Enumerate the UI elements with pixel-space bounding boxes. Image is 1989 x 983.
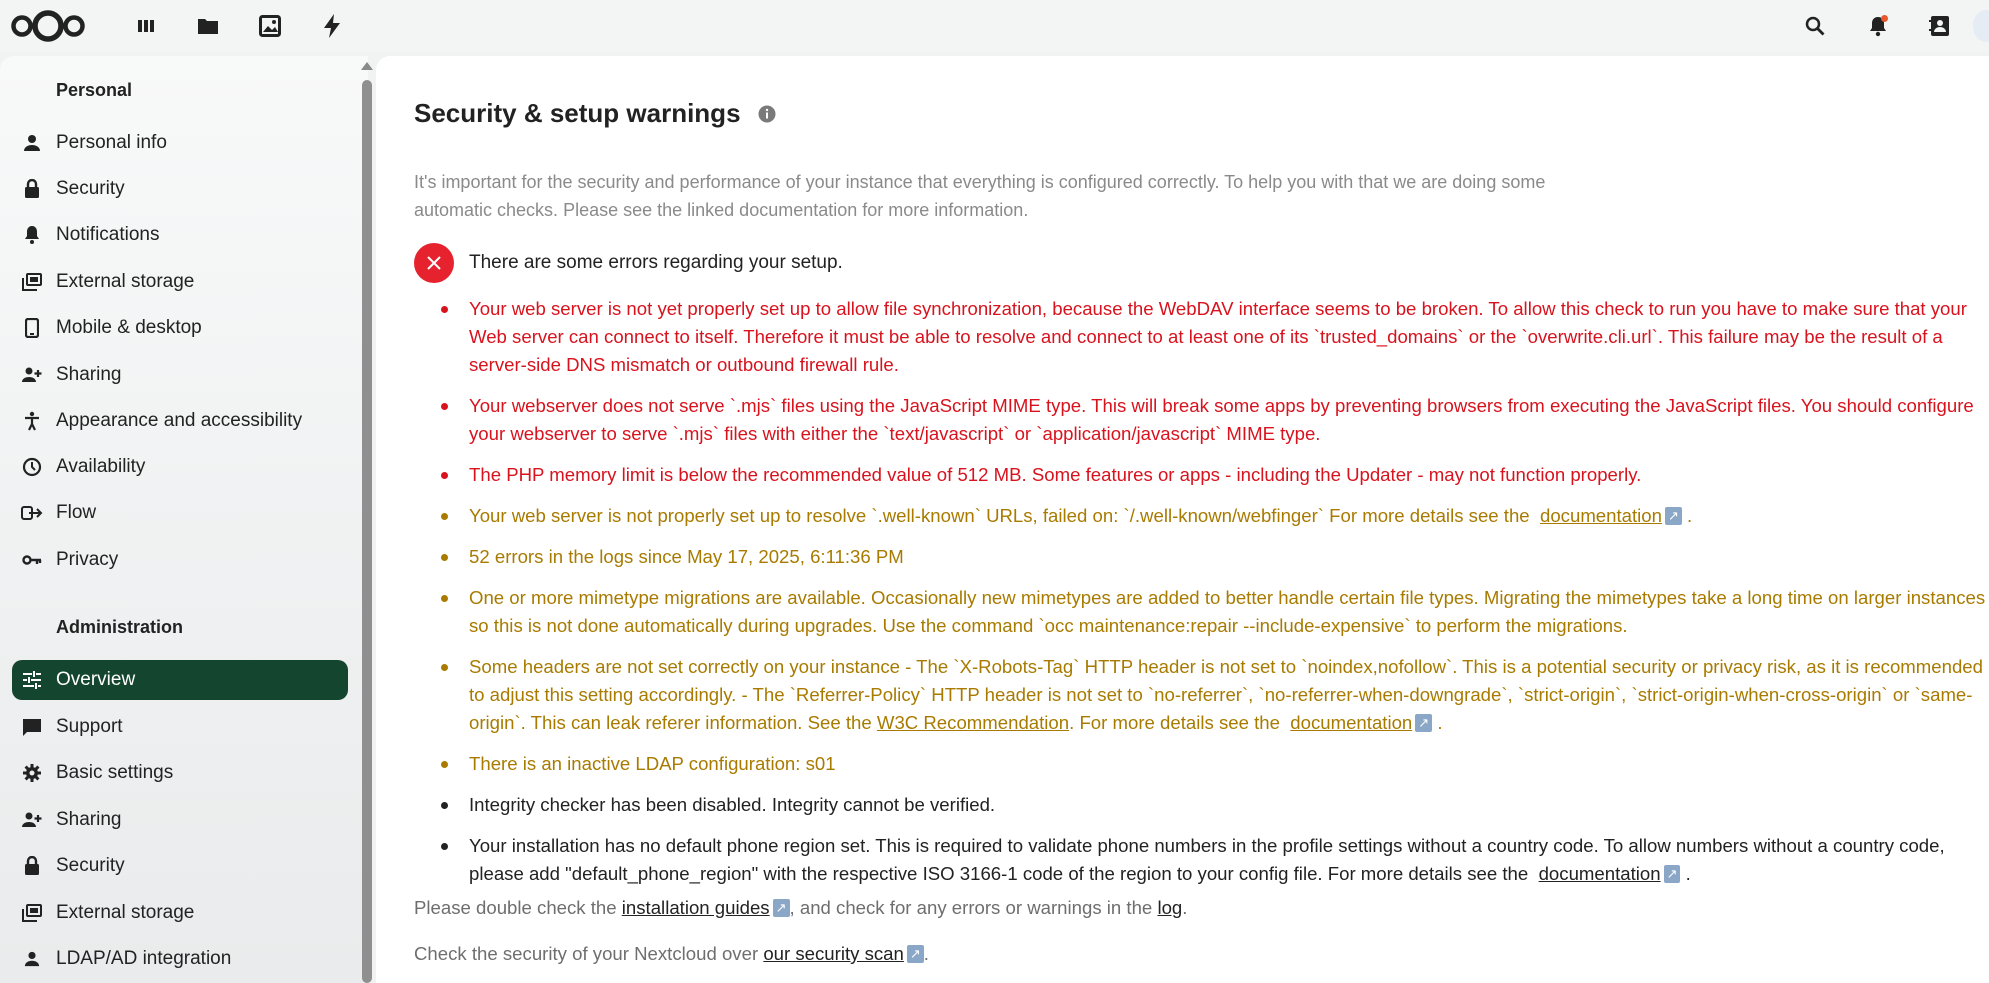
- phone-icon: [20, 316, 44, 340]
- check-item-error: Your web server is not yet properly set up to allow file synchronization, because the WebDAV interface seems to be broken. To allow this check to run you have to make sure that your Web server can connect to itself. Therefore it must be able to resolve and connect to at least one of its `trusted_domains` or the `overwrite.cli.url`. This failure may be the result of a server-side DNS mismatch or outbound firewall rule.: [438, 295, 1989, 379]
- sidebar-item-appearance[interactable]: [12, 401, 348, 441]
- setup-checks-list: [438, 295, 1989, 901]
- sidebar-item-label: Sharing: [56, 809, 122, 830]
- search-icon[interactable]: [1801, 12, 1829, 40]
- sidebar-item-label: External storage: [56, 271, 195, 292]
- w3c-recommendation-link[interactable]: W3C Recommendation: [876, 712, 1070, 733]
- scroll-up-arrow[interactable]: [361, 62, 373, 70]
- check-item-warning: Some headers are not set correctly on your instance - The `X-Robots-Tag` HTTP header is not set to `noindex,nofollow`. This is a potential security or privacy risk, as it is recommended to adjust this setting accordingly. - The `Referrer-Policy` HTTP header is not set to `no-referrer`, `no-referrer-when-downgrade`, `strict-origin`, `strict-origin-when-cross-origin` or `same-origin`. This can leak referer information. See the W3C Recommendation. For more details see the documentation ↗ .: [438, 653, 1989, 737]
- sidebar-item-admin-sharing[interactable]: [12, 800, 348, 840]
- sidebar-item-label: Availability: [56, 456, 146, 477]
- installation-guides-note: Please double check the installation guides ↗ , and check for any errors or warnings in the log.: [414, 897, 1188, 918]
- documentation-link[interactable]: documentation: [1290, 712, 1413, 733]
- main-content: [376, 56, 1989, 983]
- share-icon: [20, 363, 44, 387]
- external-storage-icon: [20, 901, 44, 925]
- footer-text: Check the security of your Nextcloud over: [414, 943, 759, 964]
- tune-icon: [20, 668, 44, 692]
- external-link-icon: ↗: [773, 899, 790, 917]
- documentation-link[interactable]: documentation: [1538, 863, 1661, 884]
- check-item-warning: 52 errors in the logs since May 17, 2025, 6:11:36 PM: [438, 543, 1989, 571]
- sidebar-item-overview[interactable]: [12, 660, 348, 700]
- external-link-icon: ↗: [1665, 507, 1682, 525]
- sidebar-item-mobile-desktop[interactable]: [12, 308, 348, 348]
- log-link[interactable]: log: [1157, 897, 1183, 918]
- files-icon[interactable]: [194, 12, 222, 40]
- notification-dot: [1881, 15, 1888, 22]
- sidebar-item-availability[interactable]: [12, 447, 348, 487]
- sidebar-item-security[interactable]: [12, 169, 348, 209]
- sidebar-item-label: LDAP/AD integration: [56, 948, 232, 969]
- share-icon: [20, 808, 44, 832]
- check-item-info: Your installation has no default phone region set. This is required to validate phone numbers in the profile settings without a country code. To allow numbers without a country code, please add "default_phone_region" with the respective ISO 3166-1 code of the region to your config file. For more details see the documentation ↗ .: [438, 832, 1989, 888]
- settings-sidebar: [0, 56, 368, 983]
- sidebar-item-privacy[interactable]: [12, 540, 348, 580]
- sidebar-item-external-storage[interactable]: [12, 262, 348, 302]
- external-link-icon: ↗: [1664, 865, 1681, 883]
- sidebar-item-label: External storage: [56, 902, 195, 923]
- sidebar-item-label: Flow: [56, 502, 97, 523]
- sidebar-item-admin-external-storage[interactable]: [12, 893, 348, 933]
- footer-text: Please double check the: [414, 897, 617, 918]
- error-icon: [414, 243, 454, 283]
- external-link-icon: ↗: [1415, 714, 1432, 732]
- security-scan-note: Check the security of your Nextcloud over our security scan ↗ .: [414, 943, 929, 964]
- accessibility-icon: [20, 409, 44, 433]
- page-title: Security & setup warnings: [414, 98, 741, 128]
- page-description: It's important for the security and performance of your instance that everything is configured correctly. To help you with that we are doing some automatic checks. Please see the linked documentation for more information.: [414, 172, 1546, 220]
- sidebar-item-notifications[interactable]: [12, 215, 348, 255]
- section-title-personal: Personal: [56, 80, 133, 100]
- notifications-icon[interactable]: [1864, 12, 1892, 40]
- external-link-icon: ↗: [907, 945, 924, 963]
- sidebar-item-flow[interactable]: [12, 493, 348, 533]
- lock-icon: [20, 854, 44, 878]
- documentation-link[interactable]: documentation: [1540, 505, 1662, 526]
- sidebar-item-label: Basic settings: [56, 762, 174, 783]
- info-icon[interactable]: [758, 105, 776, 123]
- check-item-warning: Your web server is not properly set up to resolve `.well-known` URLs, failed on: `/.well-known/webfinger` For more details see the documentation ↗ .: [438, 502, 1989, 530]
- sidebar-item-personal-info[interactable]: [12, 123, 348, 163]
- check-item-warning: One or more mimetype migrations are available. Occasionally new mimetypes are added to better handle certain file types. Migrating the mimetypes take a long time on larger instances so this is not done automatically during upgrades. Use the command `occ maintenance:repair --include-expensive` to perform the migrations.: [438, 584, 1989, 640]
- flow-icon: [20, 501, 44, 525]
- sidebar-item-label: Overview: [56, 669, 136, 690]
- top-header: [0, 0, 1989, 52]
- error-heading: There are some errors regarding your setup.: [469, 252, 843, 273]
- check-item-error: Your webserver does not serve `.mjs` files using the JavaScript MIME type. This will break some apps by preventing browsers from executing the JavaScript files. You should configure your webserver to serve `.mjs` files with either the `text/javascript` or `application/javascript` MIME type.: [438, 392, 1989, 448]
- dashboard-icon[interactable]: [132, 12, 160, 40]
- external-storage-icon: [20, 270, 44, 294]
- chat-icon: [20, 715, 44, 739]
- sidebar-scrollbar[interactable]: [362, 80, 372, 983]
- person-icon: [20, 947, 44, 971]
- nextcloud-logo-icon[interactable]: [8, 6, 88, 46]
- section-title-administration: Administration: [56, 617, 184, 637]
- check-item-warning: There is an inactive LDAP configuration: s01: [438, 750, 1989, 778]
- check-text: Your web server is not properly set up to resolve `.well-known` URLs, failed on: `/.well-known/webfinger` For more details see the: [469, 505, 1530, 526]
- sidebar-item-label: Mobile & desktop: [56, 317, 202, 338]
- sidebar-item-label: Notifications: [56, 224, 160, 245]
- avatar[interactable]: [1973, 10, 1989, 42]
- sidebar-item-label: Personal info: [56, 132, 167, 153]
- photos-icon[interactable]: [256, 12, 284, 40]
- installation-guides-link[interactable]: installation guides: [621, 897, 770, 918]
- security-scan-link[interactable]: our security scan: [763, 943, 904, 964]
- sidebar-item-label: Support: [56, 716, 123, 737]
- footer-text: , and check for any errors or warnings in the: [789, 897, 1153, 918]
- sidebar-item-admin-security[interactable]: [12, 846, 348, 886]
- check-item-error: The PHP memory limit is below the recommended value of 512 MB. Some features or apps - including the Updater - may not function properly.: [438, 461, 1989, 489]
- clock-icon: [20, 455, 44, 479]
- sidebar-item-support[interactable]: [12, 707, 348, 747]
- check-text: Your installation has no default phone region set. This is required to validate phone numbers in the profile settings without a country code. To allow numbers without a country code, please add "default_phone_region" with the respective ISO 3166-1 code of the region to your config file. For more details see the: [469, 835, 1945, 884]
- bell-icon: [20, 223, 44, 247]
- activity-icon[interactable]: [318, 12, 346, 40]
- sidebar-item-sharing[interactable]: [12, 355, 348, 395]
- sidebar-item-label: Privacy: [56, 549, 119, 570]
- check-text: Some headers are not set correctly on your instance - The `X-Robots-Tag` HTTP header is not set to `noindex,nofollow`. This is a potential security or privacy risk, as it is recommended to adjust this setting accordingly. - The `Referrer-Policy` HTTP header is not set to `no-referrer`, `no-referrer-when-downgrade`, `strict-origin`, `strict-origin-when-cross-origin` or `same-origin`. This can leak referer information. See the: [469, 656, 1983, 733]
- sidebar-item-label: Sharing: [56, 364, 122, 385]
- person-icon: [20, 131, 44, 155]
- lock-icon: [20, 177, 44, 201]
- check-item-info: Integrity checker has been disabled. Integrity cannot be verified.: [438, 791, 1989, 819]
- gear-icon: [20, 761, 44, 785]
- sidebar-item-label: Appearance and accessibility: [56, 410, 303, 431]
- sidebar-item-label: Security: [56, 178, 125, 199]
- sidebar-item-label: Security: [56, 855, 125, 876]
- key-icon: [20, 548, 44, 572]
- sidebar-item-basic-settings[interactable]: [12, 753, 348, 793]
- sidebar-item-ldap[interactable]: [12, 939, 348, 979]
- contacts-icon[interactable]: [1926, 12, 1954, 40]
- check-text: . For more details see the: [1069, 712, 1280, 733]
